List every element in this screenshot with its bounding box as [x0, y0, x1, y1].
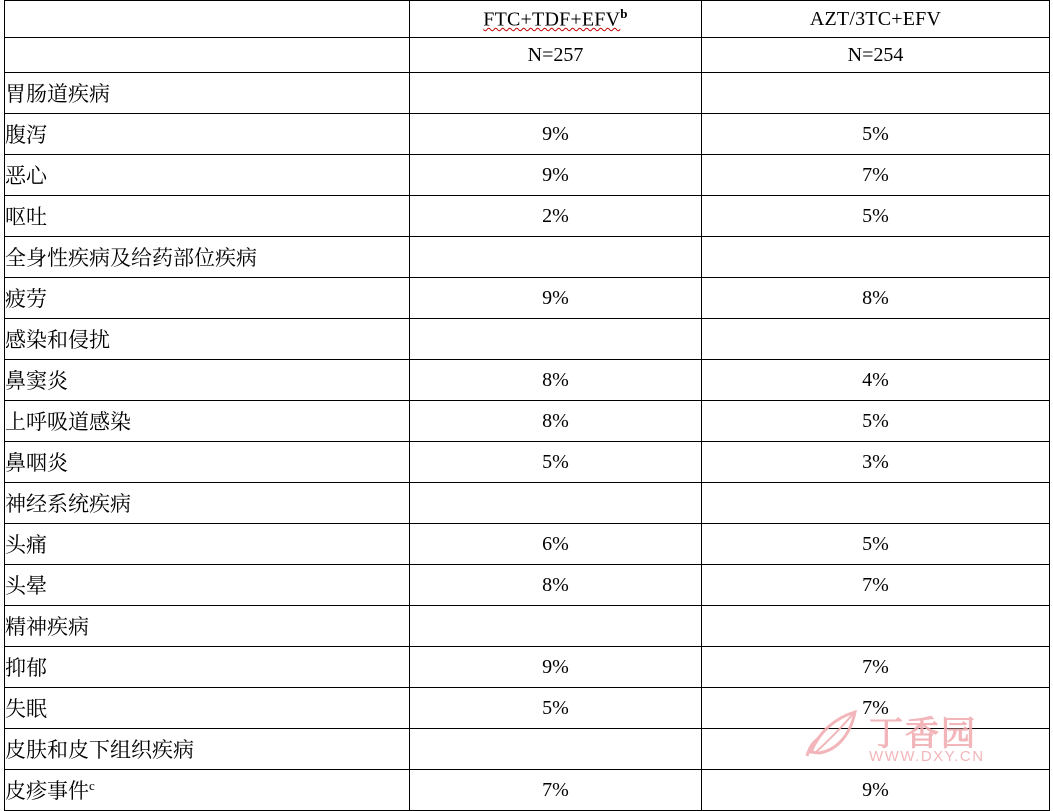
row-value-1: 9% — [410, 278, 702, 319]
row-label: 感染和侵扰 — [5, 319, 410, 360]
table-row — [5, 565, 1050, 606]
table-row — [5, 688, 1050, 729]
row-value-1: 9% — [410, 155, 702, 196]
row-value-1: 7% — [410, 770, 702, 811]
row-value-1 — [410, 729, 702, 770]
table-row — [5, 483, 1050, 524]
row-label: 上呼吸道感染 — [5, 401, 410, 442]
row-value-2: 4% — [702, 360, 1050, 401]
row-value-2: 5% — [702, 114, 1050, 155]
row-label: 恶心 — [5, 155, 410, 196]
header-n-1: N=257 — [410, 38, 702, 73]
row-label: 呕吐 — [5, 196, 410, 237]
row-label: 头晕 — [5, 565, 410, 606]
row-label: 鼻咽炎 — [5, 442, 410, 483]
header-empty-cell-2 — [5, 38, 410, 73]
row-label: 胃肠道疾病 — [5, 73, 410, 114]
header-n-2: N=254 — [702, 38, 1050, 73]
row-value-2: 7% — [702, 647, 1050, 688]
table-row — [5, 114, 1050, 155]
row-value-2: 9% — [702, 770, 1050, 811]
table-row — [5, 360, 1050, 401]
row-value-2 — [702, 606, 1050, 647]
row-value-2 — [702, 73, 1050, 114]
row-value-2: 8% — [702, 278, 1050, 319]
adverse-events-table — [4, 0, 1050, 811]
table-header-row-n — [5, 38, 1050, 73]
row-value-1: 5% — [410, 688, 702, 729]
row-value-2 — [702, 729, 1050, 770]
row-label: 疲劳 — [5, 278, 410, 319]
header-regimen-1-footnote: b — [620, 6, 628, 22]
header-regimen-1-label: FTC+TDF+EFV — [483, 8, 621, 31]
header-empty-cell — [5, 1, 410, 38]
table-header — [5, 1, 1050, 73]
row-value-2 — [702, 483, 1050, 524]
watermark-name: 丁香园 — [869, 715, 977, 753]
row-value-1 — [410, 73, 702, 114]
row-value-2: 5% — [702, 196, 1050, 237]
table-row — [5, 524, 1050, 565]
row-label: 神经系统疾病 — [5, 483, 410, 524]
row-value-1 — [410, 483, 702, 524]
header-regimen-1 — [410, 1, 702, 38]
row-value-1: 6% — [410, 524, 702, 565]
row-label: 皮疹事件 — [5, 779, 89, 803]
row-label: 抑郁 — [5, 647, 410, 688]
row-value-1 — [410, 319, 702, 360]
table-row — [5, 606, 1050, 647]
row-label: 精神疾病 — [5, 606, 410, 647]
row-label-rash — [5, 770, 410, 811]
row-label-footnote: c — [89, 778, 95, 793]
table-row — [5, 237, 1050, 278]
table-row — [5, 155, 1050, 196]
row-label: 全身性疾病及给药部位疾病 — [5, 237, 410, 278]
header-regimen-2 — [702, 1, 1050, 38]
row-value-1: 2% — [410, 196, 702, 237]
row-value-1: 5% — [410, 442, 702, 483]
row-label: 皮肤和皮下组织疾病 — [5, 729, 410, 770]
watermark-url: WWW.DXY.CN — [869, 748, 985, 765]
table-body — [5, 73, 1050, 811]
row-value-1: 8% — [410, 401, 702, 442]
table-row — [5, 442, 1050, 483]
row-value-2 — [702, 319, 1050, 360]
row-label: 头痛 — [5, 524, 410, 565]
row-value-1: 9% — [410, 647, 702, 688]
table-row — [5, 196, 1050, 237]
table-row — [5, 319, 1050, 360]
row-value-2 — [702, 237, 1050, 278]
table-row — [5, 647, 1050, 688]
row-value-1: 8% — [410, 360, 702, 401]
row-value-2: 7% — [702, 155, 1050, 196]
table-row — [5, 278, 1050, 319]
row-value-2: 5% — [702, 401, 1050, 442]
row-value-1: 9% — [410, 114, 702, 155]
row-label: 鼻窦炎 — [5, 360, 410, 401]
row-value-2: 7% — [702, 565, 1050, 606]
row-value-1: 8% — [410, 565, 702, 606]
table-row — [5, 401, 1050, 442]
row-value-2: 7% — [702, 688, 1050, 729]
row-label: 失眠 — [5, 688, 410, 729]
table-row — [5, 770, 1050, 811]
table-header-row-group — [5, 1, 1050, 38]
row-value-2: 5% — [702, 524, 1050, 565]
table-row — [5, 73, 1050, 114]
row-value-2: 3% — [702, 442, 1050, 483]
row-label: 腹泻 — [5, 114, 410, 155]
header-regimen-2-label: AZT/3TC+EFV — [809, 7, 942, 30]
table-row — [5, 729, 1050, 770]
row-value-1 — [410, 606, 702, 647]
row-value-1 — [410, 237, 702, 278]
